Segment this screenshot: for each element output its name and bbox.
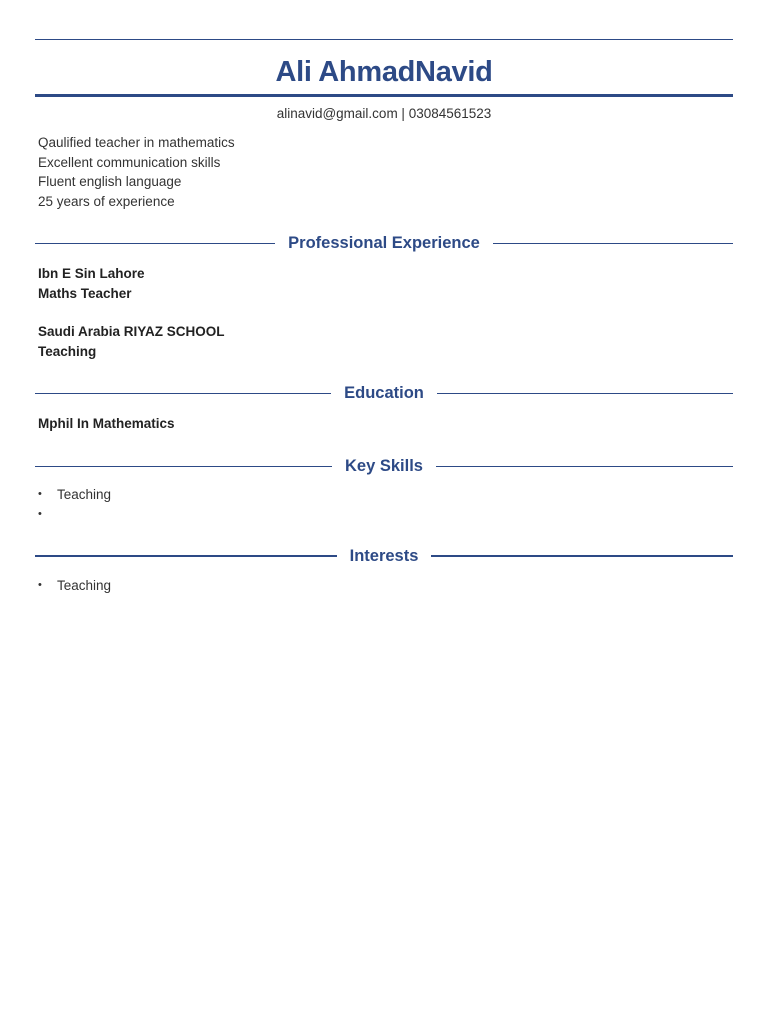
- list-item: [38, 485, 111, 505]
- section-rule-left: [35, 393, 331, 394]
- section-rule-left: [35, 243, 275, 244]
- experience-role: Maths Teacher: [38, 285, 132, 301]
- summary-line: 25 years of experience: [38, 193, 175, 209]
- section-professional-experience: [35, 231, 733, 255]
- experience-role: Teaching: [38, 343, 97, 359]
- section-rule-right: [436, 466, 733, 467]
- section-title: Professional Experience: [288, 234, 480, 252]
- education-degree: Mphil In Mathematics: [38, 416, 175, 431]
- list-item: [38, 576, 111, 596]
- summary-line: Fluent english language: [38, 174, 182, 190]
- section-title: Key Skills: [345, 457, 423, 475]
- education-entry: [38, 414, 175, 434]
- bullet-icon: •: [38, 488, 42, 500]
- experience-organization: Saudi Arabia RIYAZ SCHOOL: [38, 324, 225, 339]
- interest-label: Teaching: [57, 578, 112, 593]
- interests-list: [38, 576, 111, 596]
- experience-organization: Ibn E Sin Lahore: [38, 266, 145, 281]
- section-key-skills: [35, 454, 733, 478]
- section-rule-left: [35, 466, 332, 467]
- bullet-icon: •: [38, 579, 42, 591]
- contact-info: alinavid@gmail.com | 03084561523: [276, 106, 492, 121]
- section-rule-right: [431, 555, 733, 557]
- summary-line: Excellent communication skills: [38, 154, 221, 170]
- section-title: Education: [344, 384, 424, 402]
- candidate-name: Ali AhmadNavid: [275, 56, 493, 88]
- experience-entry: [38, 322, 225, 361]
- skill-label: Teaching: [57, 487, 112, 502]
- section-rule-right: [437, 393, 733, 394]
- bullet-icon: •: [38, 507, 42, 520]
- top-rule: [35, 39, 733, 40]
- skills-list: [38, 485, 111, 524]
- summary-line: Qaulified teacher in mathematics: [38, 135, 235, 150]
- summary-list: [38, 133, 235, 211]
- section-rule-right: [493, 243, 733, 244]
- section-education: [35, 381, 733, 405]
- section-rule-left: [35, 555, 337, 557]
- section-interests: [35, 544, 733, 568]
- name-underline: [35, 94, 733, 97]
- section-title: Interests: [349, 547, 419, 565]
- experience-entry: [38, 264, 145, 303]
- list-item: [38, 505, 111, 525]
